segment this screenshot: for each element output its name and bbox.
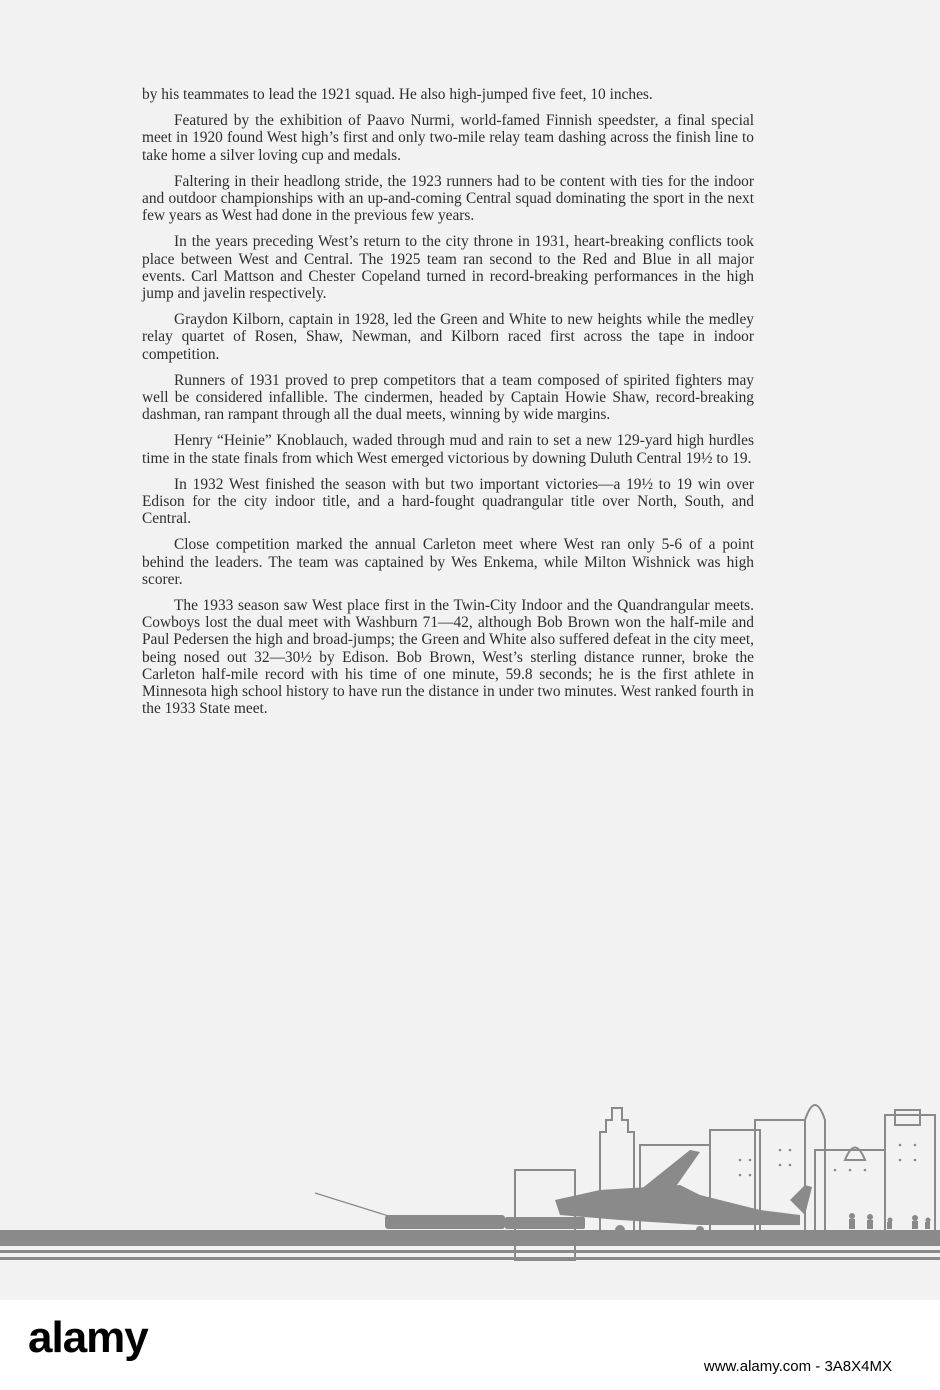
paragraph-5: Graydon Kilborn, captain in 1928, led the Green and White to new heights while the medley relay quartet of Rosen, Shaw, Newman, and Kilborn raced first across the tape in indoor competition. <box>142 311 754 363</box>
city-skyline-illustration <box>0 1090 940 1300</box>
paragraph-9: Close competition marked the annual Carleton meet where West ran only 5-6 of a point behind the leaders. The team was captained by Wes Enkema, while Milton Wishnick was high scorer. <box>142 536 754 588</box>
paragraph-7: Henry “Heinie” Knoblauch, waded through mud and rain to set a new 129-yard high hurdles time in the state finals from which West emerged victorious by downing Duluth Central 19½ to 19. <box>142 432 754 467</box>
paragraph-6: Runners of 1931 proved to prep competitors that a team composed of spirited fighters may well be considered infallible. The cindermen, headed by Captain Howie Shaw, record-breaking dashman, ran rampant through all the dual meets, winning by wide margins. <box>142 371 754 424</box>
article-text <box>142 86 754 727</box>
brand-logo: alamy <box>28 1313 148 1362</box>
image-id-caption: www.alamy.com - 3A8X4MX <box>703 1358 892 1375</box>
paragraph-1: by his teammates to lead the 1921 squad. He also high-jumped five feet, 10 inches. <box>142 86 653 103</box>
paragraph-8: In 1932 West finished the season with but two important victories—a 19½ to 19 win over Edison for the city indoor title, and a hard-fought quadrangular title over North, South, and Central. <box>142 475 754 528</box>
paragraph-2: Featured by the exhibition of Paavo Nurmi, world-famed Finnish speedster, a final special meet in 1920 found West high’s first and only two-mile relay team dashing across the finish line to take home a silver loving cup and medals. <box>142 112 754 164</box>
paragraph-10: The 1933 season saw West place first in the Twin-City Indoor and the Quandrangular meets. Cowboys lost the dual meet with Washburn 71—42, although Bob Brown won the half-mile and Paul Pedersen the high and broad-jumps; the Green and White also suffered defeat in the city meet, being nosed out 32—30½ by Edison. Bob Brown, West’s sterling distance runner, broke the Carleton half-mile record with his time of one minute, 59.8 seconds; he is the first athlete in Minnesota high school history to have run the distance in under two minutes. West ranked fourth in the 1933 State meet. <box>142 597 754 718</box>
paragraph-4: In the years preceding West’s return to the city throne in 1931, heart-breaking conflicts took place between West and Central. The 1925 team ran second to the Red and Blue in all major events. Carl Mattson and Chester Copeland turned in record-breaking performances in the high jump and javelin respectively. <box>142 233 754 303</box>
paragraph-3: Faltering in their headlong stride, the 1923 runners had to be content with ties for the indoor and outdoor championships with an up-and-coming Central squad dominating the sport in the next few years as West had done in the previous few years. <box>142 172 754 225</box>
